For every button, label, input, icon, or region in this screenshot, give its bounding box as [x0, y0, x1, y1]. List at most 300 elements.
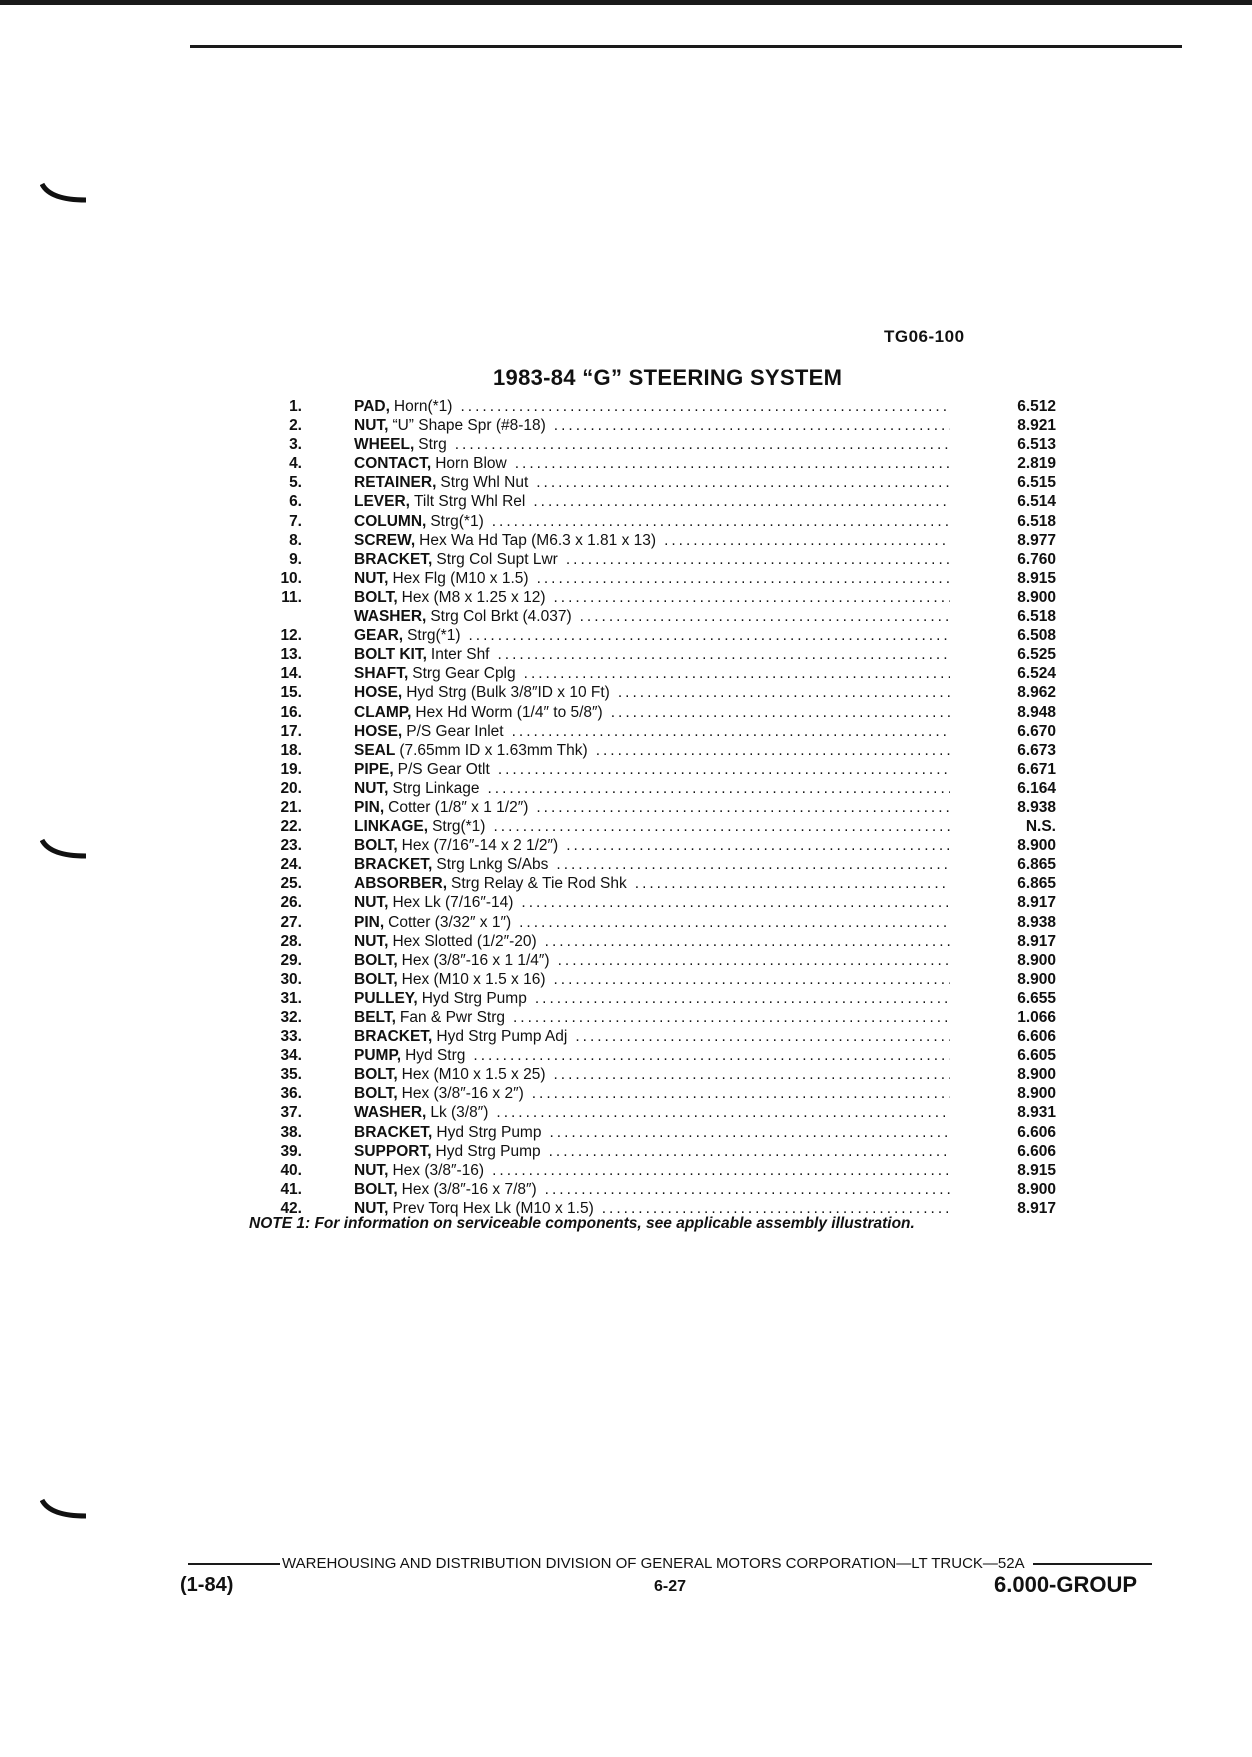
division-line	[188, 1555, 1152, 1572]
revision-date: (1-84)	[180, 1574, 234, 1596]
part-description	[354, 874, 950, 893]
part-spec: Strg(*1)	[432, 818, 486, 836]
dot-leader	[549, 1142, 950, 1161]
part-spec: Strg Gear Cplg	[412, 665, 516, 683]
part-description	[354, 607, 950, 626]
part-description	[354, 512, 950, 531]
part-noun: GEAR,	[354, 627, 404, 645]
dot-leader	[469, 626, 951, 645]
part-description	[354, 989, 950, 1008]
part-row	[0, 588, 1252, 607]
rule-right	[1033, 1563, 1152, 1565]
part-row	[0, 741, 1252, 760]
part-number: 42.	[280, 1199, 302, 1217]
part-noun: WASHER,	[354, 1104, 427, 1122]
dot-leader	[553, 588, 950, 607]
dot-leader	[556, 855, 950, 874]
part-spec: (7.65mm ID x 1.63mm Thk)	[399, 741, 588, 759]
part-group-code: 8.900	[1017, 588, 1056, 606]
part-row	[0, 817, 1252, 836]
part-group-code: 8.917	[1017, 894, 1056, 912]
part-group-code: 8.938	[1017, 913, 1056, 931]
part-number: 34.	[280, 1047, 302, 1065]
part-group-code: 6.508	[1017, 627, 1056, 645]
dot-leader	[545, 1180, 950, 1199]
part-description	[354, 855, 950, 874]
part-row	[0, 550, 1252, 569]
part-noun: NUT,	[354, 1199, 389, 1217]
part-spec: Strg Col Brkt (4.037)	[430, 608, 572, 626]
part-description	[354, 893, 950, 912]
part-noun: BRACKET,	[354, 856, 433, 874]
part-row	[0, 626, 1252, 645]
part-group-code: 6.518	[1017, 608, 1056, 626]
part-description	[354, 397, 950, 416]
part-noun: SHAFT,	[354, 665, 409, 683]
part-number: 32.	[280, 1009, 302, 1026]
part-description	[354, 779, 950, 798]
part-group-code: 6.514	[1017, 493, 1056, 511]
part-description	[354, 1161, 950, 1180]
part-row	[0, 1065, 1252, 1084]
part-number: 27.	[280, 913, 302, 931]
part-description	[354, 741, 950, 760]
part-group-code: 8.962	[1017, 684, 1056, 702]
part-description	[354, 435, 950, 454]
part-noun: BRACKET,	[354, 550, 433, 568]
dot-leader	[545, 932, 950, 951]
part-noun: HOSE,	[354, 722, 403, 740]
part-number: 16.	[280, 703, 302, 721]
part-description	[354, 1180, 950, 1199]
part-number: 3.	[289, 436, 302, 454]
dot-leader	[533, 492, 950, 511]
part-noun: BOLT,	[354, 1066, 398, 1084]
dot-leader	[596, 741, 950, 760]
part-description	[354, 1008, 950, 1027]
part-row	[0, 531, 1252, 550]
part-description	[354, 1046, 950, 1065]
part-row	[0, 1161, 1252, 1180]
part-row	[0, 569, 1252, 588]
dot-leader	[493, 817, 950, 836]
division-text: WAREHOUSING AND DISTRIBUTION DIVISION OF GENERAL MOTORS CORPORATION—LT TRUCK—52A	[282, 1555, 1025, 1572]
part-spec: Horn(*1)	[393, 398, 453, 415]
page-number: 6-27	[654, 1578, 687, 1595]
part-group-code: 6.606	[1017, 1142, 1056, 1160]
part-group-code: 6.760	[1017, 550, 1056, 568]
part-number: 17.	[280, 722, 302, 740]
part-description	[354, 703, 950, 722]
page-title: 1983-84 “G” STEERING SYSTEM	[493, 365, 843, 390]
part-noun: PIPE,	[354, 760, 394, 778]
dot-leader	[575, 1027, 950, 1046]
part-number: 12.	[280, 627, 302, 645]
part-number: 36.	[280, 1085, 302, 1103]
dot-leader	[513, 1008, 950, 1027]
part-description	[354, 664, 950, 683]
part-group-code: 6.518	[1017, 512, 1056, 530]
part-noun: NUT,	[354, 779, 389, 797]
dot-leader	[532, 1084, 950, 1103]
part-description	[354, 626, 950, 645]
dot-leader	[554, 416, 950, 435]
part-row	[0, 970, 1252, 989]
dot-leader	[460, 397, 950, 416]
part-description	[354, 970, 950, 989]
part-number: 39.	[280, 1142, 302, 1160]
part-spec: Hex (3/8″-16)	[392, 1161, 485, 1179]
dot-leader	[558, 951, 950, 970]
dot-leader	[566, 550, 950, 569]
part-group-code: 6.515	[1017, 474, 1056, 492]
part-group-code: 6.164	[1017, 779, 1056, 797]
dot-leader	[580, 607, 950, 626]
part-spec: Inter Shf	[430, 646, 490, 664]
dot-leader	[618, 683, 950, 702]
part-noun: BOLT,	[354, 970, 398, 988]
part-row	[0, 645, 1252, 664]
part-group-code: 2.819	[1017, 455, 1056, 473]
part-description	[354, 1065, 950, 1084]
dot-leader	[524, 664, 950, 683]
part-spec: Hex (3/8″-16 x 7/8″)	[401, 1180, 537, 1198]
part-spec: Strg Lnkg S/Abs	[436, 856, 549, 874]
part-spec: Hex Hd Worm (1/4″ to 5/8″)	[415, 703, 603, 721]
part-row	[0, 512, 1252, 531]
part-spec: Strg Linkage	[392, 779, 480, 797]
part-spec: Hex Slotted (1/2″-20)	[392, 932, 537, 950]
dot-leader	[473, 1046, 950, 1065]
dot-leader	[492, 512, 950, 531]
part-noun: NUT,	[354, 417, 389, 435]
part-group-code: 6.671	[1017, 760, 1056, 778]
part-description	[354, 416, 950, 435]
dot-leader	[635, 874, 950, 893]
part-row	[0, 397, 1252, 416]
part-noun: PULLEY,	[354, 989, 418, 1007]
part-description	[354, 760, 950, 779]
part-spec: Hex Wa Hd Tap (M6.3 x 1.81 x 13)	[419, 531, 657, 549]
dot-leader	[496, 1103, 950, 1122]
part-number: 37.	[280, 1104, 302, 1122]
part-noun: ABSORBER,	[354, 875, 448, 893]
part-description	[354, 645, 950, 664]
dot-leader	[492, 1161, 950, 1180]
part-group-code: 6.525	[1017, 646, 1056, 664]
part-spec: Horn Blow	[435, 455, 507, 473]
part-noun: BOLT,	[354, 1180, 398, 1198]
dot-leader	[455, 435, 950, 454]
part-noun: PAD,	[354, 398, 390, 415]
part-number: 20.	[280, 779, 302, 797]
part-spec: Hex (3/8″-16 x 1 1/4″)	[401, 951, 550, 969]
dot-leader	[519, 913, 950, 932]
dot-leader	[536, 798, 950, 817]
dot-leader	[664, 531, 950, 550]
part-group-code: 8.900	[1017, 1066, 1056, 1084]
part-spec: Strg Relay & Tie Rod Shk	[451, 875, 627, 893]
part-row	[0, 1027, 1252, 1046]
part-spec: Hyd Strg Pump Adj	[436, 1028, 568, 1046]
part-noun: PUMP,	[354, 1047, 402, 1065]
part-description	[354, 454, 950, 473]
part-row	[0, 855, 1252, 874]
part-row	[0, 932, 1252, 951]
part-number: 38.	[280, 1123, 302, 1141]
dot-leader	[566, 836, 950, 855]
part-row	[0, 779, 1252, 798]
parts-list	[0, 397, 1252, 1218]
part-group-code: 6.670	[1017, 722, 1056, 740]
part-description	[354, 683, 950, 702]
part-number: 11.	[281, 588, 302, 606]
part-number: 29.	[280, 951, 302, 969]
part-noun: COLUMN,	[354, 512, 427, 530]
part-spec: Strg Col Supt Lwr	[436, 550, 558, 568]
part-group-code: 6.865	[1017, 856, 1056, 874]
part-row	[0, 722, 1252, 741]
part-spec: Cotter (1/8″ x 1 1/2″)	[388, 798, 529, 816]
part-description	[354, 722, 950, 741]
part-noun: SUPPORT,	[354, 1142, 432, 1160]
part-group-code: 8.921	[1017, 417, 1056, 435]
part-noun: NUT,	[354, 932, 389, 950]
part-noun: BOLT KIT,	[354, 646, 427, 664]
part-row	[0, 760, 1252, 779]
part-noun: NUT,	[354, 1161, 389, 1179]
dot-leader	[553, 1065, 950, 1084]
part-number: 23.	[280, 837, 302, 855]
part-spec: Tilt Strg Whl Rel	[413, 493, 526, 511]
binder-hole-mark	[40, 1498, 88, 1520]
part-noun: LEVER,	[354, 493, 410, 511]
part-number: 30.	[280, 970, 302, 988]
part-group-code: 8.917	[1017, 932, 1056, 950]
part-spec: Hex Lk (7/16″-14)	[392, 894, 514, 912]
part-description	[354, 550, 950, 569]
dot-leader	[536, 473, 950, 492]
part-row	[0, 1180, 1252, 1199]
part-number: 8.	[289, 531, 302, 549]
dot-leader	[521, 893, 950, 912]
part-description	[354, 473, 950, 492]
part-group-code: 8.948	[1017, 703, 1056, 721]
part-description	[354, 1123, 950, 1142]
part-row	[0, 1046, 1252, 1065]
part-group-code: 6.513	[1017, 436, 1056, 454]
part-description	[354, 798, 950, 817]
dot-leader	[553, 970, 950, 989]
part-spec: Hex (M8 x 1.25 x 12)	[401, 588, 546, 606]
part-row	[0, 664, 1252, 683]
part-group-code: 8.931	[1017, 1104, 1056, 1122]
part-row	[0, 989, 1252, 1008]
dot-leader	[498, 645, 951, 664]
rule-left	[188, 1563, 280, 1565]
part-spec: “U” Shape Spr (#8-18)	[392, 417, 546, 435]
part-description	[354, 1027, 950, 1046]
part-noun: PIN,	[354, 798, 385, 816]
part-description	[354, 1103, 950, 1122]
part-number: 31.	[280, 989, 302, 1007]
part-group-code: 6.524	[1017, 665, 1056, 683]
part-number: 15.	[280, 684, 302, 702]
part-spec: Lk (3/8″)	[430, 1104, 489, 1122]
dot-leader	[487, 779, 950, 798]
part-number: 18.	[280, 741, 302, 759]
reference-code: TG06-100	[884, 327, 965, 346]
part-number: 35.	[280, 1066, 302, 1084]
part-noun: CONTACT,	[354, 455, 432, 473]
part-description	[354, 817, 950, 836]
part-row	[0, 473, 1252, 492]
part-number: 1.	[289, 398, 302, 415]
part-row	[0, 492, 1252, 511]
part-spec: Fan & Pwr Strg	[399, 1009, 505, 1026]
part-row	[0, 951, 1252, 970]
part-spec: Strg(*1)	[407, 627, 461, 645]
part-noun: SCREW,	[354, 531, 416, 549]
part-row	[0, 874, 1252, 893]
part-number: 2.	[289, 417, 302, 435]
part-noun: BOLT,	[354, 1085, 398, 1103]
part-noun: NUT,	[354, 894, 389, 912]
part-description	[354, 588, 950, 607]
part-spec: Strg(*1)	[430, 512, 484, 530]
part-noun: LINKAGE,	[354, 818, 429, 836]
part-row	[0, 416, 1252, 435]
part-spec: P/S Gear Otlt	[397, 760, 490, 778]
part-group-code: 8.915	[1017, 569, 1056, 587]
part-group-code: 6.605	[1017, 1047, 1056, 1065]
dot-leader	[535, 989, 950, 1008]
part-description	[354, 1084, 950, 1103]
part-number: 22.	[280, 818, 302, 836]
part-group-code: 6.512	[1017, 398, 1056, 415]
part-noun: BOLT,	[354, 837, 398, 855]
part-noun: BELT,	[354, 1009, 396, 1026]
part-row	[0, 703, 1252, 722]
part-description	[354, 492, 950, 511]
part-noun: BRACKET,	[354, 1123, 433, 1141]
footnote: NOTE 1: For information on serviceable components, see applicable assembly illustration.	[249, 1215, 915, 1232]
part-group-code: 6.606	[1017, 1028, 1056, 1046]
part-noun: BRACKET,	[354, 1028, 433, 1046]
part-noun: SEAL	[354, 741, 396, 759]
part-description	[354, 1142, 950, 1161]
part-description	[354, 531, 950, 550]
part-spec: Hex (7/16″-14 x 2 1/2″)	[401, 837, 559, 855]
part-spec: Hyd Strg Pump	[436, 1123, 542, 1141]
part-group-code: 1.066	[1017, 1009, 1056, 1026]
part-number: 40.	[280, 1161, 302, 1179]
part-row	[0, 1008, 1252, 1027]
part-description	[354, 932, 950, 951]
part-number: 4.	[289, 455, 302, 473]
part-noun: RETAINER,	[354, 474, 437, 492]
part-number: 5.	[289, 474, 302, 492]
part-row	[0, 1084, 1252, 1103]
part-group-code: 8.900	[1017, 1180, 1056, 1198]
part-spec: Hex Flg (M10 x 1.5)	[392, 569, 529, 587]
page-top-edge	[0, 0, 1252, 5]
part-noun: BOLT,	[354, 951, 398, 969]
part-number: 26.	[280, 894, 302, 912]
part-group-code: 8.900	[1017, 1085, 1056, 1103]
part-number: 6.	[289, 493, 302, 511]
part-row	[0, 1142, 1252, 1161]
part-number: 7.	[289, 512, 302, 530]
part-number: 10.	[280, 569, 302, 587]
part-group-code: 8.938	[1017, 798, 1056, 816]
part-number: 19.	[280, 760, 302, 778]
part-number: 14.	[280, 665, 302, 683]
part-noun: WASHER,	[354, 608, 427, 626]
header-rule	[190, 45, 1182, 48]
part-group-code: 8.977	[1017, 531, 1056, 549]
part-spec: Hyd Strg	[405, 1047, 466, 1065]
part-spec: Hyd Strg (Bulk 3/8″ID x 10 Ft)	[406, 684, 610, 702]
part-group-code: 6.865	[1017, 875, 1056, 893]
part-spec: Hex (M10 x 1.5 x 25)	[401, 1066, 546, 1084]
part-group-code: 8.900	[1017, 951, 1056, 969]
part-noun: NUT,	[354, 569, 389, 587]
part-description	[354, 913, 950, 932]
dot-leader	[537, 569, 950, 588]
part-row	[0, 454, 1252, 473]
part-noun: WHEEL,	[354, 436, 415, 454]
part-group-code: 6.673	[1017, 741, 1056, 759]
part-number: 41.	[280, 1180, 302, 1198]
part-spec: Hex (3/8″-16 x 2″)	[401, 1085, 524, 1103]
part-description	[354, 836, 950, 855]
part-number: 21.	[280, 798, 302, 816]
part-spec: Prev Torq Hex Lk (M10 x 1.5)	[392, 1199, 594, 1217]
part-number: 9.	[289, 550, 302, 568]
part-number: 24.	[280, 856, 302, 874]
part-row	[0, 683, 1252, 702]
part-noun: HOSE,	[354, 684, 403, 702]
part-number: 28.	[280, 932, 302, 950]
part-row	[0, 836, 1252, 855]
part-group-code: N.S.	[1025, 818, 1056, 836]
dot-leader	[549, 1123, 950, 1142]
part-spec: Strg Whl Nut	[440, 474, 529, 492]
part-row	[0, 798, 1252, 817]
binder-hole-mark	[40, 182, 88, 204]
part-description	[354, 951, 950, 970]
part-row	[0, 607, 1252, 626]
part-spec: Hyd Strg Pump	[435, 1142, 541, 1160]
part-group-code: 8.900	[1017, 837, 1056, 855]
dot-leader	[611, 703, 950, 722]
group-number: 6.000-GROUP	[994, 1572, 1138, 1597]
dot-leader	[512, 722, 950, 741]
part-group-code: 8.900	[1017, 970, 1056, 988]
part-group-code: 8.915	[1017, 1161, 1056, 1179]
dot-leader	[515, 454, 950, 473]
part-group-code: 8.917	[1017, 1199, 1056, 1217]
part-spec: Strg	[418, 436, 447, 454]
part-row	[0, 1123, 1252, 1142]
part-number: 25.	[280, 875, 302, 893]
part-description	[354, 569, 950, 588]
part-number: 13.	[280, 646, 302, 664]
part-noun: BOLT,	[354, 588, 398, 606]
part-row	[0, 435, 1252, 454]
part-group-code: 6.606	[1017, 1123, 1056, 1141]
